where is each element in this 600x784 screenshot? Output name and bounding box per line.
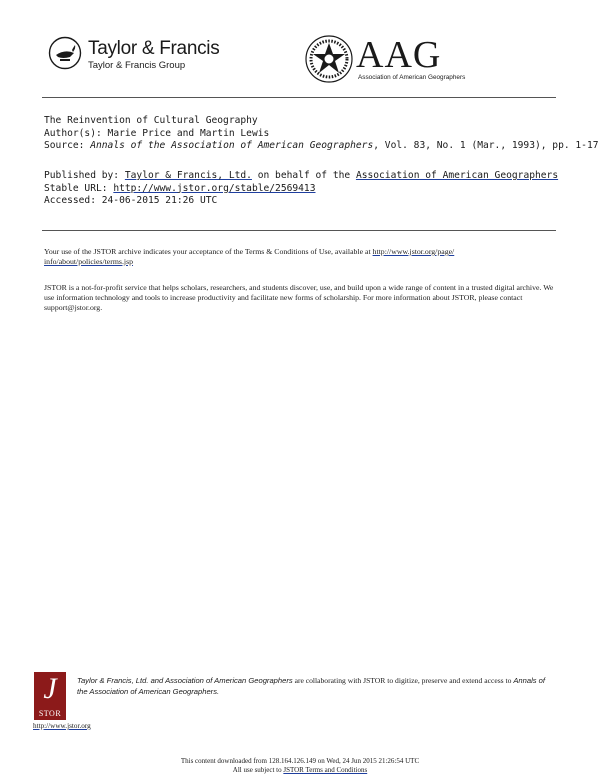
accessed-date: Accessed: 24-06-2015 21:26 UTC <box>44 195 218 206</box>
download-line: This content downloaded from 128.164.126.149 on Wed, 24 Jun 2015 21:26:54 UTC <box>180 757 420 765</box>
society-logo-subtitle: Association of American Geographers <box>358 74 466 81</box>
seal-icon <box>304 34 354 84</box>
jstor-logo-mark: J <box>43 672 57 705</box>
stable-url-link[interactable]: http://www.jstor.org/stable/2569413 <box>113 182 316 194</box>
stable-url-label: Stable URL: <box>44 182 108 194</box>
stable-url-line <box>44 183 558 196</box>
collab-parties: Taylor & Francis, Ltd. and Association of American Geographers <box>77 676 293 685</box>
publisher-logo-group: Taylor & Francis Group <box>88 60 186 71</box>
authors-line <box>44 128 599 141</box>
collaboration-notice <box>77 676 555 697</box>
source-label: Source: <box>44 140 85 151</box>
authors: Marie Price and Martin Lewis <box>107 127 270 139</box>
collab-journal: Annals of the Association of American Geographers. <box>77 676 546 696</box>
authors-label: Author(s): <box>44 127 102 139</box>
terms-link-part2[interactable]: info/about/policies/terms.jsp <box>44 257 134 266</box>
society-link[interactable]: Association of American Geographers <box>355 170 559 181</box>
publisher-link[interactable]: Taylor & Francis, Ltd. <box>124 170 252 181</box>
collab-text: are collaborating with JSTOR to digitize, preserve and extend access to <box>292 676 514 685</box>
taylor-francis-logo <box>48 36 218 76</box>
article-title: The Reinvention of Cultural Geography <box>44 115 258 126</box>
citation-divider <box>42 230 556 231</box>
oil-lamp-icon <box>48 36 82 70</box>
jstor-about-text: JSTOR is a not-for-profit service that helps scholars, researchers, and students discover, use, and build upon a wide range of content in a trusted digital archive. We use information technology and tools to increase productivity and facilitate new forms of scholarship. For more information about JSTOR, please contact support@jstor.org. <box>44 283 554 312</box>
terms-conditions-link[interactable]: JSTOR Terms and Conditions <box>283 765 368 774</box>
terms-prefix: All use subject to <box>232 765 284 774</box>
society-logo-name: AAG <box>356 34 442 76</box>
citation-block <box>44 115 599 153</box>
header-divider <box>42 97 556 98</box>
jstor-url-link[interactable]: http://www.jstor.org <box>33 722 91 730</box>
jstor-logo[interactable] <box>34 672 66 720</box>
source-line <box>44 140 599 153</box>
jstor-logo-word: STOR <box>38 709 62 718</box>
terms-line <box>0 766 600 775</box>
source-details: , Vol. 83, No. 1 (Mar., 1993), pp. 1-17 <box>373 140 599 151</box>
journal-title: Annals of the Association of American Geographers <box>90 140 374 151</box>
terms-link-part1[interactable]: http://www.jstor.org/page/ <box>372 247 455 256</box>
publisher-logo-name: Taylor & Francis <box>88 38 220 59</box>
published-by-line <box>44 170 558 183</box>
published-by-label: Published by: <box>44 170 120 181</box>
on-behalf-text: on behalf of the <box>257 170 351 181</box>
aag-logo <box>304 34 484 84</box>
terms-text: Your use of the JSTOR archive indicates your acceptance of the Terms & Conditions of Use, available at <box>44 247 373 256</box>
download-notice <box>0 757 600 774</box>
publication-block <box>44 170 558 208</box>
terms-notice <box>44 247 556 267</box>
